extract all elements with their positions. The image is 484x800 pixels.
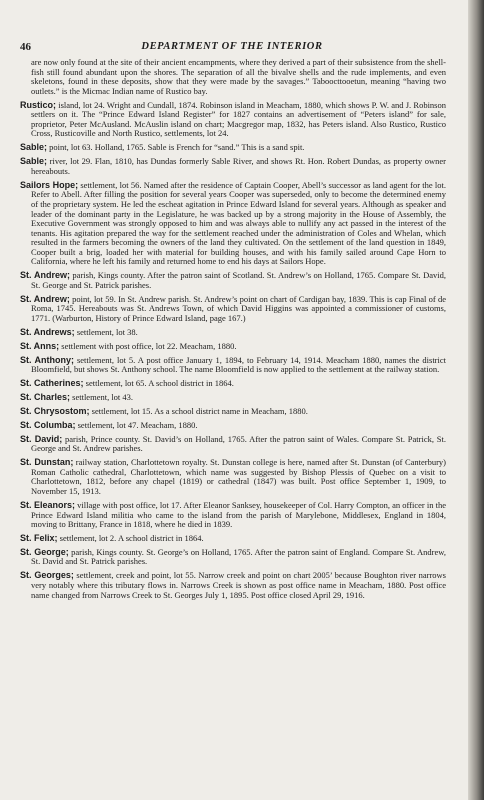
- gazetteer-entry: [20, 435, 446, 454]
- gazetteer-entry: [20, 501, 446, 530]
- entry-headword: St. Catherines;: [20, 378, 84, 389]
- entry-text: settlement with post office, lot 22. Meacham, 1880.: [59, 340, 237, 351]
- entry-text: village with post office, lot 17. After Eleanor Sanksey, housekeeper of Col. Harry Compton, an officer in the Prince Edward Island militia who came to the island from the parish of Marylebone, Middlesex, England in 1804, moving to Brittany, France in 1818, where he died in 1839.: [31, 499, 447, 530]
- entry-text: settlement, lot 5. A post office January 1, 1894, to February 14, 1914. Meacham 1880, names the district Bloomfield, but shows St. Anthony school. The name Bloomfield is now applied to the settlement at the railway station.: [31, 354, 447, 375]
- entry-text: point, lot 63. Holland, 1765. Sable is French for “sand.” This is a sand spit.: [47, 142, 305, 153]
- gazetteer-entry: [20, 101, 446, 139]
- gazetteer-entry: [20, 534, 446, 544]
- entry-headword: St. Andrew;: [20, 270, 70, 281]
- entry-headword: St. Anns;: [20, 340, 60, 351]
- entry-text: settlement, lot 56. Named after the residence of Captain Cooper, Abell’s successor as land agent for the lot. Refer to Abell. After filling the position for several years Cooper was superseded, only to become the determined enemy of the proprietary system. He led the escheat agitation in Prince Edward Island for several years. Although as speaker and leader of the dominant party in the Legislature, he was backed up by a strong majority in the House of Assembly, the Executive Government was strongly opposed to him and was always able to nullify any act passed in the interest of the tenants. His agitation prepared the way for the settlement reached under the administration of Coles and Whelan, which resulted in the farmers becoming the owners of the land they cultivated. On the settlement of the land question in 1849, Cooper built a brig, loaded her with material for building houses, and with his family sailed around Cape Horn to California, where he left his family and returned home to end his days at Sailors Hope.: [31, 179, 446, 267]
- running-title: DEPARTMENT OF THE INTERIOR: [141, 41, 323, 52]
- entry-headword: Sable;: [20, 142, 48, 153]
- entry-text: point, lot 59. In St. Andrew parish. St. Andrew’s point on chart of Cardigan bay, 1839. This is cap Final of de Roma, 1745. Hereabouts was St. Andrews Town, of which David Higgins was appointed a commissioner of customs, 1771. (Warburton, History of Prince Edward Island, page 167.): [31, 293, 446, 324]
- entry-text: settlement, lot 65. A school district in 1864.: [83, 378, 234, 389]
- gazetteer-entry: [20, 407, 446, 417]
- entry-headword: St. David;: [20, 433, 63, 444]
- gazetteer-entry: [20, 379, 446, 389]
- gazetteer-entry: [20, 421, 446, 431]
- gazetteer-entry: [20, 157, 446, 176]
- entry-text: railway station, Charlottetown royalty. St. Dunstan college is here, named after St. Dunstan (of Canterbury) Roman Catholic cathedral, Charlottetown, which name was suggested by Bishop Plessis of Quebec on a visit to Charlottetown, 1812, before any chapel (1819) or cathedral (1847) was built. Post office September 1, 1909, to November 15, 1913.: [31, 457, 447, 497]
- entry-text: settlement, lot 2. A school district in 1864.: [57, 532, 204, 543]
- entry-text: settlement, lot 47. Meacham, 1880.: [75, 419, 198, 430]
- entry-text: settlement, creek and point, lot 55. Narrow creek and point on chart 2005’ because Boughton river narrows very notably where this tributary flows in. Narrows Creek is shown as post office name in Meacham, 1880. Post office name changed from Narrows Creek to St. Georges July 1, 1895. Post office closed April 29, 1916.: [31, 570, 446, 600]
- entry-text: parish, Kings county. After the patron saint of Scotland. St. Andrew’s on Holland, 1765. Compare St. David, St. George and St. Patrick parishes.: [31, 270, 446, 290]
- gazetteer-entry: [20, 393, 446, 403]
- page-number: 46: [20, 41, 31, 53]
- entry-headword: St. Dunstan;: [20, 457, 74, 468]
- page-header: [20, 41, 444, 55]
- gazetteer-entry: [20, 356, 446, 375]
- entry-text: island, lot 24. Wright and Cundall, 1874. Robinson island in Meacham, 1880, which shows P. W. and J. Robinson settlers on it. The “Prince Edward Island Register” for 1827 contains an advertisement of “Peters island” for sale, proprietor, Peter McAusland. McAuslin island on chart; Macgregor map, 1832, has Peters island. Also Rustico, Rustico Cross, Rusticoville and North Rustico, settlements, lot 24.: [31, 99, 446, 139]
- entry-headword: Sable;: [20, 156, 48, 167]
- entry-headword: St. Andrew;: [20, 293, 70, 304]
- entry-text: settlement, lot 38.: [74, 326, 138, 337]
- gazetteer-entry: [20, 181, 446, 267]
- gazetteer-entry: [20, 328, 446, 338]
- page-body: [20, 58, 446, 604]
- entry-headword: St. Charles;: [20, 392, 71, 403]
- gazetteer-entry: [20, 342, 446, 352]
- scan-edge: [468, 0, 484, 800]
- entry-text: settlement, lot 43.: [70, 392, 134, 403]
- gazetteer-entry: [20, 295, 446, 324]
- gazetteer-entry: [20, 458, 446, 496]
- entry-text: settlement, lot 15. As a school district name in Meacham, 1880.: [89, 405, 308, 416]
- entry-text: river, lot 29. Flan, 1810, has Dundas formerly Sable River, and shows Rt. Hon. Robert Dundas, as property owner hereabouts.: [31, 156, 446, 176]
- gazetteer-entries: [20, 101, 446, 600]
- gazetteer-entry: [20, 271, 446, 290]
- entry-headword: St. Eleanors;: [20, 499, 76, 510]
- gazetteer-entry: [20, 548, 446, 567]
- entry-text: parish, Kings county. St. George’s on Holland, 1765. After the patron saint of England. Compare St. Andrew, St. David and St. Patrick parishes.: [31, 546, 446, 567]
- entry-headword: St. George;: [20, 546, 69, 557]
- entry-headword: St. Anthony;: [20, 354, 74, 365]
- entry-text: parish, Prince county. St. David’s on Holland, 1765. After the patron saint of Wales. Compare St. Patrick, St. George and St. Andrew parishes.: [31, 433, 446, 454]
- entry-headword: Sailors Hope;: [20, 179, 79, 190]
- gazetteer-entry: [20, 571, 446, 600]
- entry-headword: St. Columba;: [20, 419, 76, 430]
- entry-headword: Rustico;: [20, 99, 56, 110]
- entry-headword: St. Georges;: [20, 570, 74, 581]
- entry-headword: St. Chrysostom;: [20, 405, 90, 416]
- entry-headword: St. Andrews;: [20, 326, 75, 337]
- continuation-paragraph: are now only found at the site of their ancient encampments, where they derived a part of their subsistence from the shell-fish still found abundant upon the shores. The separation of all the bivalve shells and the rude implements, and even skeletons, found in these deposits, show that they were made by the savages.” Taboocttooetun, meaning “having two outlets.” is the Micmac Indian name of Rustico bay.: [31, 57, 446, 96]
- entry-headword: St. Felix;: [20, 532, 58, 543]
- gazetteer-entry: [20, 143, 446, 153]
